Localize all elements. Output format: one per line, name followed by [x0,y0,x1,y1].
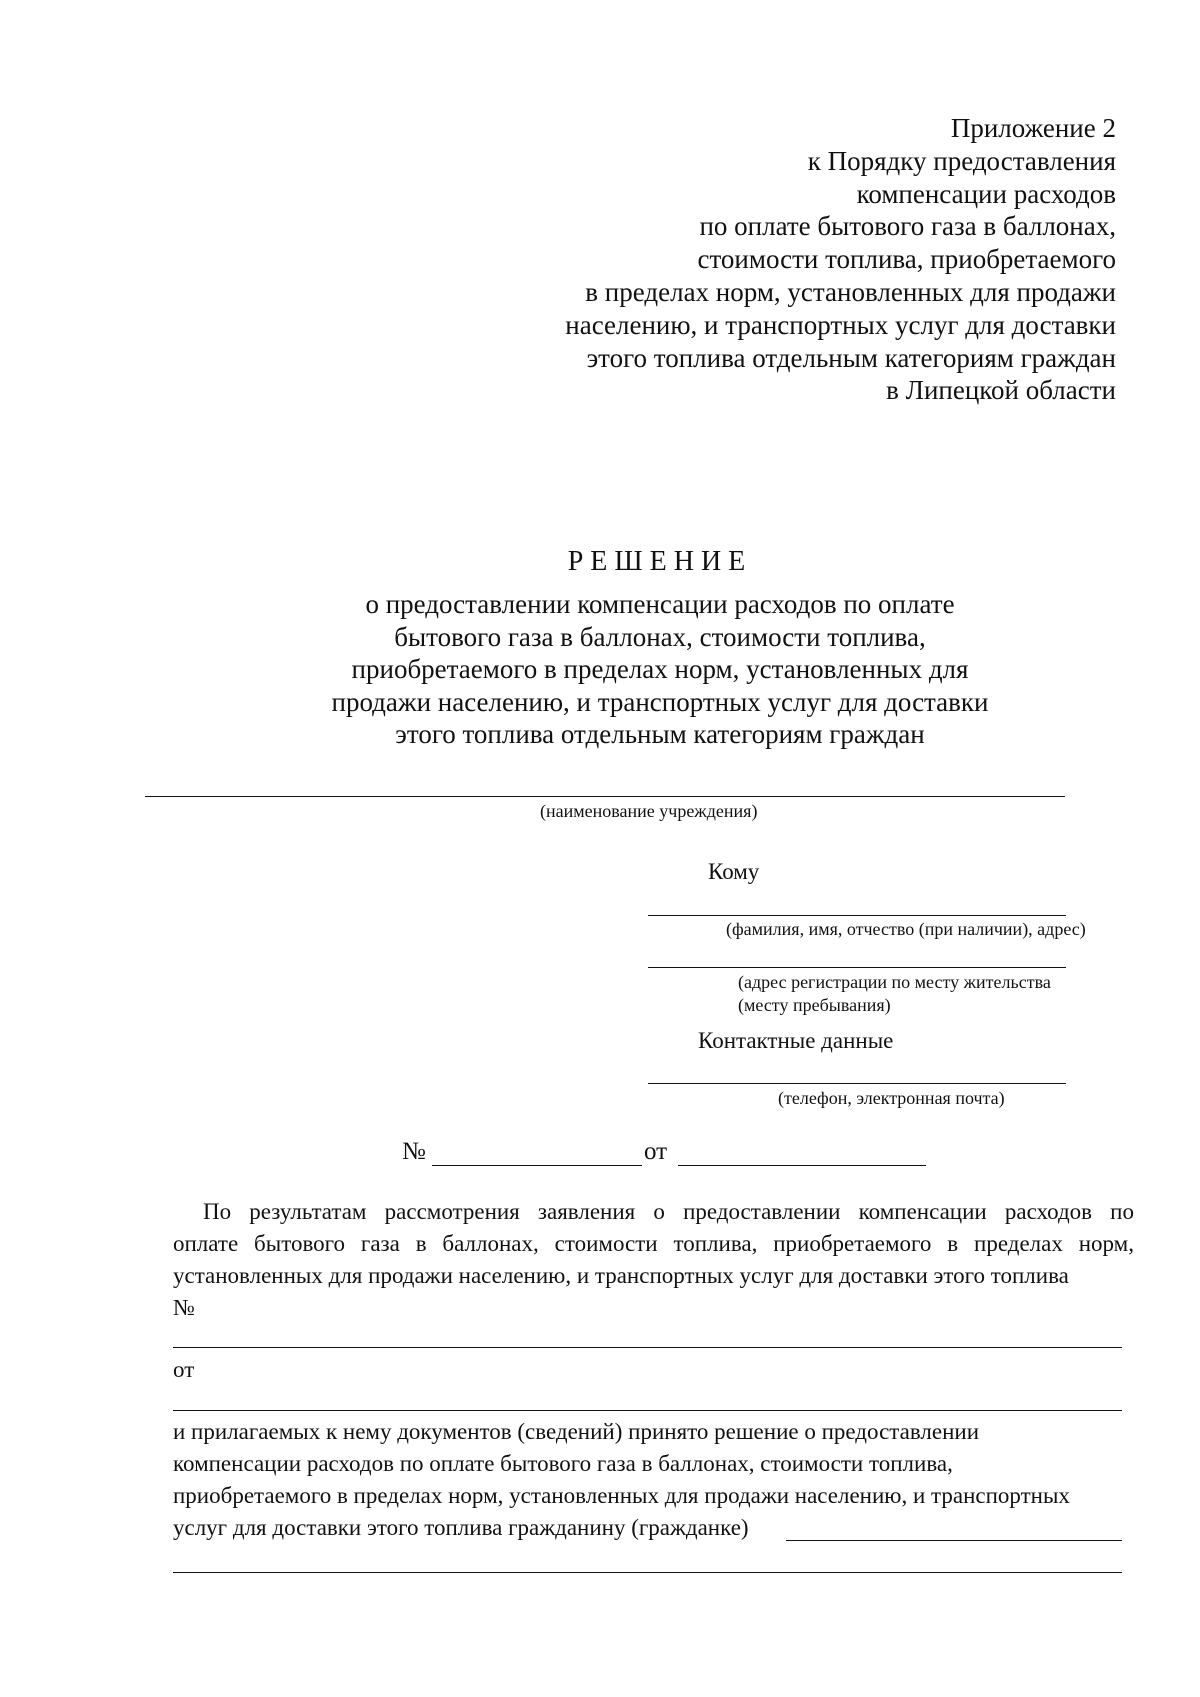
institution-caption: (наименование учреждения) [540,801,758,821]
recipient-address-field-line[interactable] [648,967,1066,968]
date-field-line[interactable] [678,1165,926,1166]
document-title: РЕШЕНИЕ [567,546,753,577]
application-number-sign: № [173,1295,195,1320]
number-field-line[interactable] [432,1165,642,1166]
subtitle-line: приобретаемого в пределах норм, установленных для [351,654,969,684]
body-para1-line: По результатам рассмотрения заявления о предоставлении компенсации расходов по [203,1199,1134,1224]
address-caption-1: (адрес регистрации по месту жительства [738,972,1051,992]
appendix-line: компенсации расходов [856,178,1116,209]
application-date-field-line[interactable] [173,1410,1122,1411]
application-from-label: от [173,1357,195,1382]
document-subtitle [0,588,1200,751]
subtitle-line: бытового газа в баллонах, стоимости топлива, [394,621,926,652]
contacts-label: Контактные данные [698,1028,894,1053]
body-para1-line: установленных для продажи населению, и транспортных услуг для доставки этого топлива [173,1263,1069,1288]
appendix-header [416,112,1116,407]
body-para2-line: услуг для доставки этого топлива гражданину (гражданке) [173,1515,749,1540]
appendix-line: в Липецкой области [886,375,1116,406]
body-para1-line: оплате бытового газа в баллонах, стоимости топлива, приобретаемого в пределах норм, [173,1231,1134,1256]
subtitle-line: о предоставлении компенсации расходов по оплате [365,589,955,619]
contacts-field-line[interactable] [648,1083,1066,1084]
address-caption-2: (месту пребывания) [738,995,891,1015]
to-label: Кому [708,859,760,884]
subtitle-line: продажи населению, и транспортных услуг для доставки [331,686,989,717]
number-sign: № [402,1138,426,1165]
subtitle-line: этого топлива отдельным категориям граждан [395,719,925,749]
application-number-field-line[interactable] [173,1347,1122,1348]
appendix-line: населению, и транспортных услуг для доставки [565,309,1116,340]
citizen-name-field-line[interactable] [786,1540,1122,1541]
from-label: от [644,1138,668,1165]
contacts-caption: (телефон, электронная почта) [778,1088,1005,1108]
appendix-line: этого топлива отдельным категориям граждан [586,342,1116,373]
body-para2-line: и прилагаемых к нему документов (сведений) принято решение о предоставлении [173,1419,979,1444]
appendix-line: по оплате бытового газа в баллонах, [699,211,1116,242]
appendix-line: стоимости топлива, приобретаемого [697,244,1116,275]
appendix-line: Приложение 2 [950,113,1116,143]
body-para2-line: компенсации расходов по оплате бытового газа в баллонах, стоимости топлива, [173,1451,953,1476]
recipient-name-field-line[interactable] [648,915,1066,916]
body-para2-line: приобретаемого в пределах норм, установленных для продажи населению, и транспортных [173,1483,1070,1508]
appendix-line: к Порядку предоставления [807,145,1116,176]
appendix-line: в пределах норм, установленных для продажи [585,276,1116,307]
citizen-name-continuation-line[interactable] [173,1572,1122,1573]
recipient-name-caption: (фамилия, имя, отчество (при наличии), адрес) [726,919,1086,939]
institution-field-line[interactable] [145,796,1065,797]
